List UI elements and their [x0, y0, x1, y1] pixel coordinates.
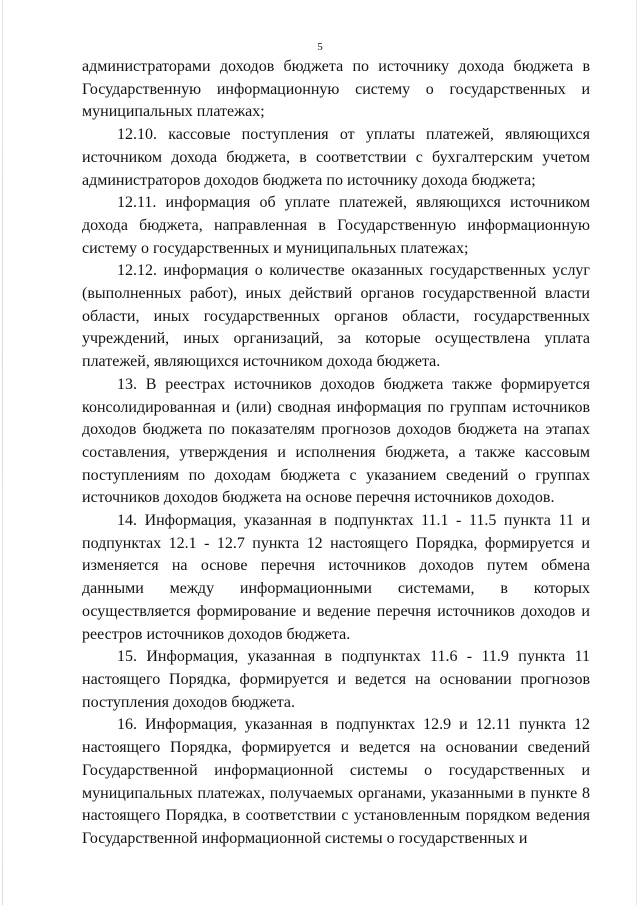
document-body: [82, 56, 590, 851]
paragraph-13: 13. В реестрах источников доходов бюджета также формируется консолидированная и (или) сводная информация по группам источников доходов бюджета по показателям прогнозов доходов бюджета на этапах составления, утверждения и исполнения бюджета, а также кассовым поступлениям по доходам бюджета с указанием сведений о группах источников доходов бюджета на основе перечня источников доходов.: [82, 375, 590, 507]
paragraph-16: 16. Информация, указанная в подпунктах 12.9 и 12.11 пункта 12 настоящего Порядка, формируется и ведется на основании сведений Государственной информационной системы о государственных и муниципальных платежах, получаемых органами, указанными в пункте 8 настоящего Порядка, в соответствии с установленным порядком ведения Государственной информационной системы о государственных и: [82, 716, 590, 847]
paragraph-15: 15. Информация, указанная в подпунктах 11.6 - 11.9 пункта 11 настоящего Порядка, формируется и ведется на основании прогнозов поступления доходов бюджета.: [82, 648, 590, 711]
scan-edge-right: [636, 0, 637, 905]
paragraph-continuation: администраторами доходов бюджета по источнику дохода бюджета в Государственную информационную систему о государственных и муниципальных платежах;: [82, 58, 590, 121]
paragraph-12-10: 12.10. кассовые поступления от уплаты платежей, являющихся источником дохода бюджета, в соответствии с бухгалтерским учетом администраторов доходов бюджета по источнику дохода бюджета;: [82, 126, 590, 189]
paragraph-12-12: 12.12. информация о количестве оказанных государственных услуг (выполненных работ), иных действий органов государственной власти области, иных государственных органов области, государственных учреждений, иных организаций, за которые осуществлена уплата платежей, являющихся источником дохода бюджета.: [82, 262, 590, 371]
scan-edge-left: [2, 0, 3, 905]
paragraph-14: 14. Информация, указанная в подпунктах 11.1 - 11.5 пункта 11 и подпунктах 12.1 - 12.7 пункта 12 настоящего Порядка, формируется и изменяется на основе перечня источников доходов путем обмена данными между информационными системами, в которых осуществляется формирование и ведение перечня источников доходов и реестров источников доходов бюджета.: [82, 512, 590, 643]
paragraph-12-11: 12.11. информация об уплате платежей, являющихся источником дохода бюджета, направленная в Государственную информационную систему о государственных и муниципальных платежах;: [82, 194, 590, 257]
page-number: 5: [317, 41, 323, 53]
